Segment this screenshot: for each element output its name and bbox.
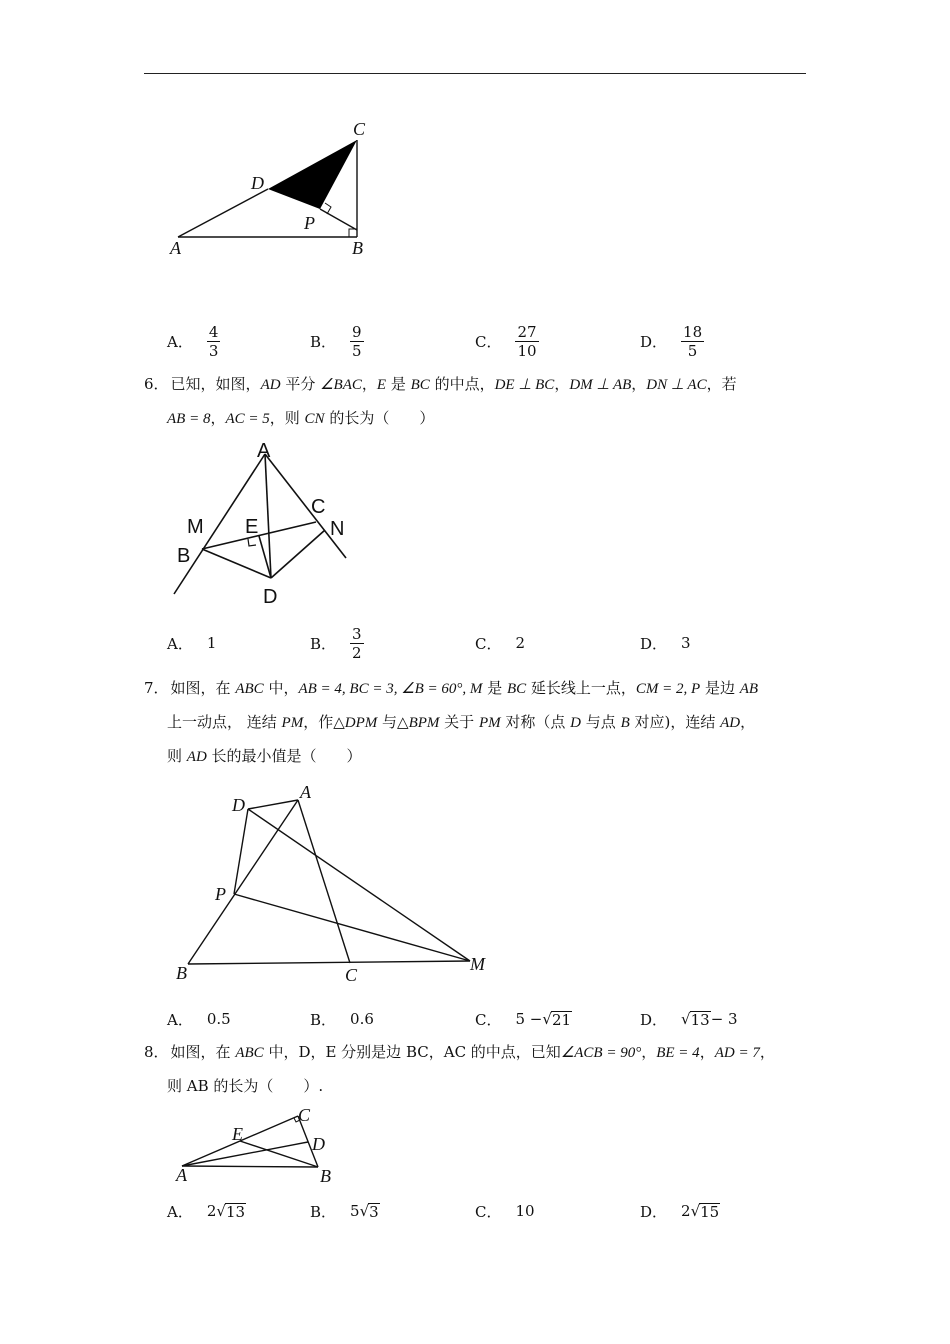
q8-option-d[interactable]: D． 2 √ 15: [640, 1202, 720, 1221]
q5-option-a[interactable]: A． $\frac{4}{3}$: [167, 322, 219, 360]
fraction: $\frac{27}{10}$: [517, 322, 537, 360]
q7-option-d[interactable]: D． √ 13 − 3: [640, 1010, 738, 1029]
q6-options: [0, 620, 950, 666]
q5-label-c: C: [353, 119, 366, 139]
fraction: $\frac{3}{2}$: [352, 624, 362, 662]
q8-label-b: B: [320, 1166, 331, 1186]
q7-figure: [170, 780, 490, 990]
q5-label-p: P: [304, 213, 315, 233]
q6-label-m: M: [187, 516, 204, 538]
q5-segment-ad: [178, 189, 268, 237]
q6-option-c[interactable]: C． 2: [475, 634, 526, 653]
q5-options: [0, 318, 950, 364]
q7-option-b[interactable]: B． 0.6: [310, 1010, 374, 1029]
q8-options: [0, 1188, 950, 1234]
q7-label-m: M: [470, 954, 485, 974]
q5-label-a: A: [170, 238, 181, 258]
sqrt-icon: √: [690, 1202, 701, 1220]
q6-stem: [144, 368, 809, 436]
q6-option-d[interactable]: D． 3: [640, 634, 691, 653]
q7-label-c: C: [345, 965, 358, 985]
fraction: $\frac{4}{3}$: [208, 322, 219, 360]
q6-label-d: D: [263, 586, 278, 608]
q5-figure: [160, 112, 380, 262]
q5-label-b: B: [352, 238, 363, 258]
q8-label-e: E: [232, 1124, 243, 1144]
q5-right-angle-b: [349, 229, 357, 237]
q8-option-c[interactable]: C． 10: [475, 1202, 535, 1221]
q7-line-3: 则 AD 长的最小值是（ ）: [167, 747, 362, 765]
sqrt-icon: √: [542, 1010, 552, 1028]
q5-option-c[interactable]: C． $\frac{27}{10}$: [475, 322, 537, 360]
q6-label-n: N: [330, 518, 345, 540]
q6-label-e: E: [245, 516, 259, 538]
q5-label-d: D: [251, 173, 264, 193]
q6-figure: [168, 436, 358, 606]
sqrt-icon: √: [359, 1202, 370, 1220]
sqrt-icon: √: [216, 1202, 226, 1220]
q7-label-p: P: [215, 884, 226, 904]
q6-option-a[interactable]: A． 1: [167, 634, 217, 653]
q8-option-b[interactable]: B． 5 √ 3: [310, 1202, 379, 1221]
q5-option-b[interactable]: B． $\frac{9}{5}$: [310, 322, 362, 360]
q6-label-b: B: [177, 545, 191, 567]
q7-line-1: 7． 如图，在 ABC 中，AB = 4, BC = 3, ∠B = 60°, M 是 BC 延长线上一点，CM = 2, P 是边 AB: [144, 679, 759, 697]
q5-shaded-triangle: [268, 140, 357, 209]
q6-label-c: C: [311, 496, 326, 518]
q6-line-1: 6． 已知，如图，AD 平分 ∠BAC，E 是 BC 的中点，DE ⊥ BC，DM ⊥ AB，DN ⊥ AC，若: [144, 375, 737, 393]
q7-label-b: B: [176, 963, 187, 983]
q7-label-d: D: [232, 795, 245, 815]
q7-option-a[interactable]: A． 0.5: [167, 1010, 231, 1029]
fraction: $\frac{9}{5}$: [352, 322, 362, 360]
q7-label-a: A: [300, 782, 311, 802]
sqrt-icon: √: [681, 1010, 691, 1028]
q8-option-a[interactable]: A． 2 √ 13: [167, 1202, 246, 1221]
q8-label-a: A: [176, 1165, 187, 1185]
q8-figure: [170, 1106, 350, 1186]
header-rule: [144, 73, 806, 74]
q8-line-2: 则 AB 的长为（ ）.: [167, 1077, 324, 1095]
q6-label-a: A: [257, 440, 271, 462]
q6-line-2: AB = 8，AC = 5，则 CN 的长为（ ）: [167, 409, 435, 427]
q8-label-d: D: [312, 1134, 325, 1154]
q8-label-c: C: [298, 1105, 311, 1125]
q8-line-1: 8． 如图，在 ABC 中，D，E 分别是边 BC，AC 的中点，已知∠ACB = 90°，BE = 4，AD = 7，: [144, 1043, 775, 1061]
q7-option-c[interactable]: C． 5 − √ 21: [475, 1010, 572, 1029]
q5-option-d[interactable]: D． $\frac{18}{5}$: [640, 322, 703, 360]
q7-line-2: 上一动点， 连结 PM，作△DPM 与△BPM 关于 PM 对称（点 D 与点 B 对应)，连结 AD，: [167, 713, 756, 731]
q7-stem: [144, 672, 809, 774]
q6-option-b[interactable]: B． $\frac{3}{2}$: [310, 624, 362, 662]
q8-stem: [144, 1036, 809, 1103]
q5-segment-pb: [320, 209, 357, 230]
fraction: $\frac{18}{5}$: [683, 322, 703, 360]
